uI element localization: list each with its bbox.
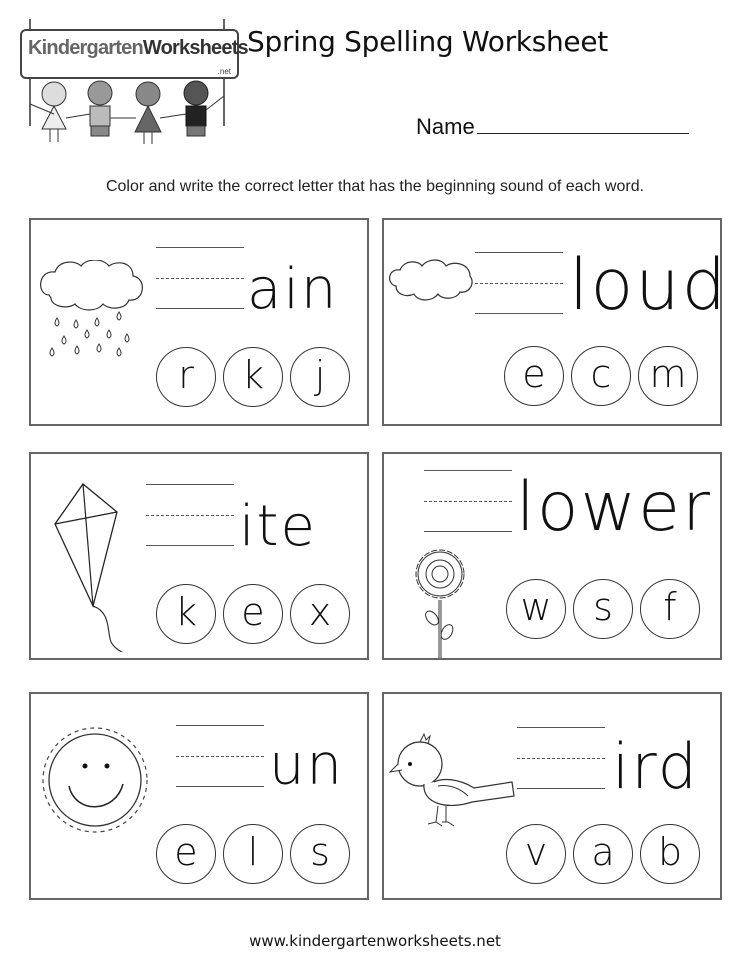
cloud-icon xyxy=(386,256,476,306)
choice-circle[interactable]: s xyxy=(573,579,633,639)
choice-circle[interactable]: e xyxy=(504,346,564,406)
card-sun xyxy=(29,692,369,900)
rain-cloud-icon xyxy=(37,260,149,370)
word-ending: ite xyxy=(239,494,317,559)
letter-choices xyxy=(156,824,350,884)
choice-circle[interactable]: a xyxy=(573,824,633,884)
choice-circle[interactable]: r xyxy=(156,347,216,407)
word-ending: loud xyxy=(569,244,729,326)
letter-choices xyxy=(156,347,350,407)
letter-write-lines[interactable] xyxy=(424,470,512,532)
choice-circle[interactable]: s xyxy=(290,824,350,884)
letter-choices xyxy=(156,584,350,644)
bird-icon xyxy=(388,730,520,830)
choice-circle[interactable]: m xyxy=(638,346,698,406)
card-bird xyxy=(382,692,722,900)
letter-choices xyxy=(504,346,698,406)
choice-circle[interactable]: w xyxy=(506,579,566,639)
page-title: Spring Spelling Worksheet xyxy=(247,25,608,58)
word-ending: ird xyxy=(612,730,699,803)
card-kite xyxy=(29,452,369,660)
card-flower xyxy=(382,452,722,660)
choice-circle[interactable]: c xyxy=(571,346,631,406)
name-field[interactable] xyxy=(416,113,689,140)
choice-circle[interactable]: l xyxy=(223,824,283,884)
letter-write-lines[interactable] xyxy=(176,725,264,787)
kite-icon xyxy=(41,472,161,652)
choice-circle[interactable]: f xyxy=(640,579,700,639)
choice-circle[interactable]: j xyxy=(290,347,350,407)
instructions: Color and write the correct letter that has the beginning sound of each word. xyxy=(105,178,645,195)
site-logo xyxy=(18,14,248,154)
letter-choices xyxy=(506,824,700,884)
letter-write-lines[interactable] xyxy=(475,252,563,314)
choice-circle[interactable]: v xyxy=(506,824,566,884)
letter-write-lines[interactable] xyxy=(156,247,244,309)
name-blank-line[interactable] xyxy=(477,113,689,134)
choice-circle[interactable]: e xyxy=(156,824,216,884)
word-ending: ain xyxy=(247,257,339,322)
word-ending: un xyxy=(269,733,344,798)
sun-icon xyxy=(39,724,151,836)
card-rain xyxy=(29,218,369,426)
choice-circle[interactable]: k xyxy=(156,584,216,644)
name-label: Name xyxy=(416,114,475,139)
choice-circle[interactable]: e xyxy=(223,584,283,644)
letter-write-lines[interactable] xyxy=(517,727,605,789)
choice-circle[interactable]: b xyxy=(640,824,700,884)
word-ending: lower xyxy=(516,468,712,547)
logo-text: KindergartenWorksheets xyxy=(28,37,248,59)
choice-circle[interactable]: x xyxy=(290,584,350,644)
logo-banner xyxy=(20,29,248,79)
choice-circle[interactable]: k xyxy=(223,347,283,407)
card-cloud xyxy=(382,218,729,426)
logo-tld: .net xyxy=(217,67,231,76)
footer-url[interactable]: www.kindergartenworksheets.net xyxy=(249,932,501,950)
flower-icon xyxy=(414,548,474,660)
letter-choices xyxy=(506,579,700,639)
letter-write-lines[interactable] xyxy=(146,484,234,546)
